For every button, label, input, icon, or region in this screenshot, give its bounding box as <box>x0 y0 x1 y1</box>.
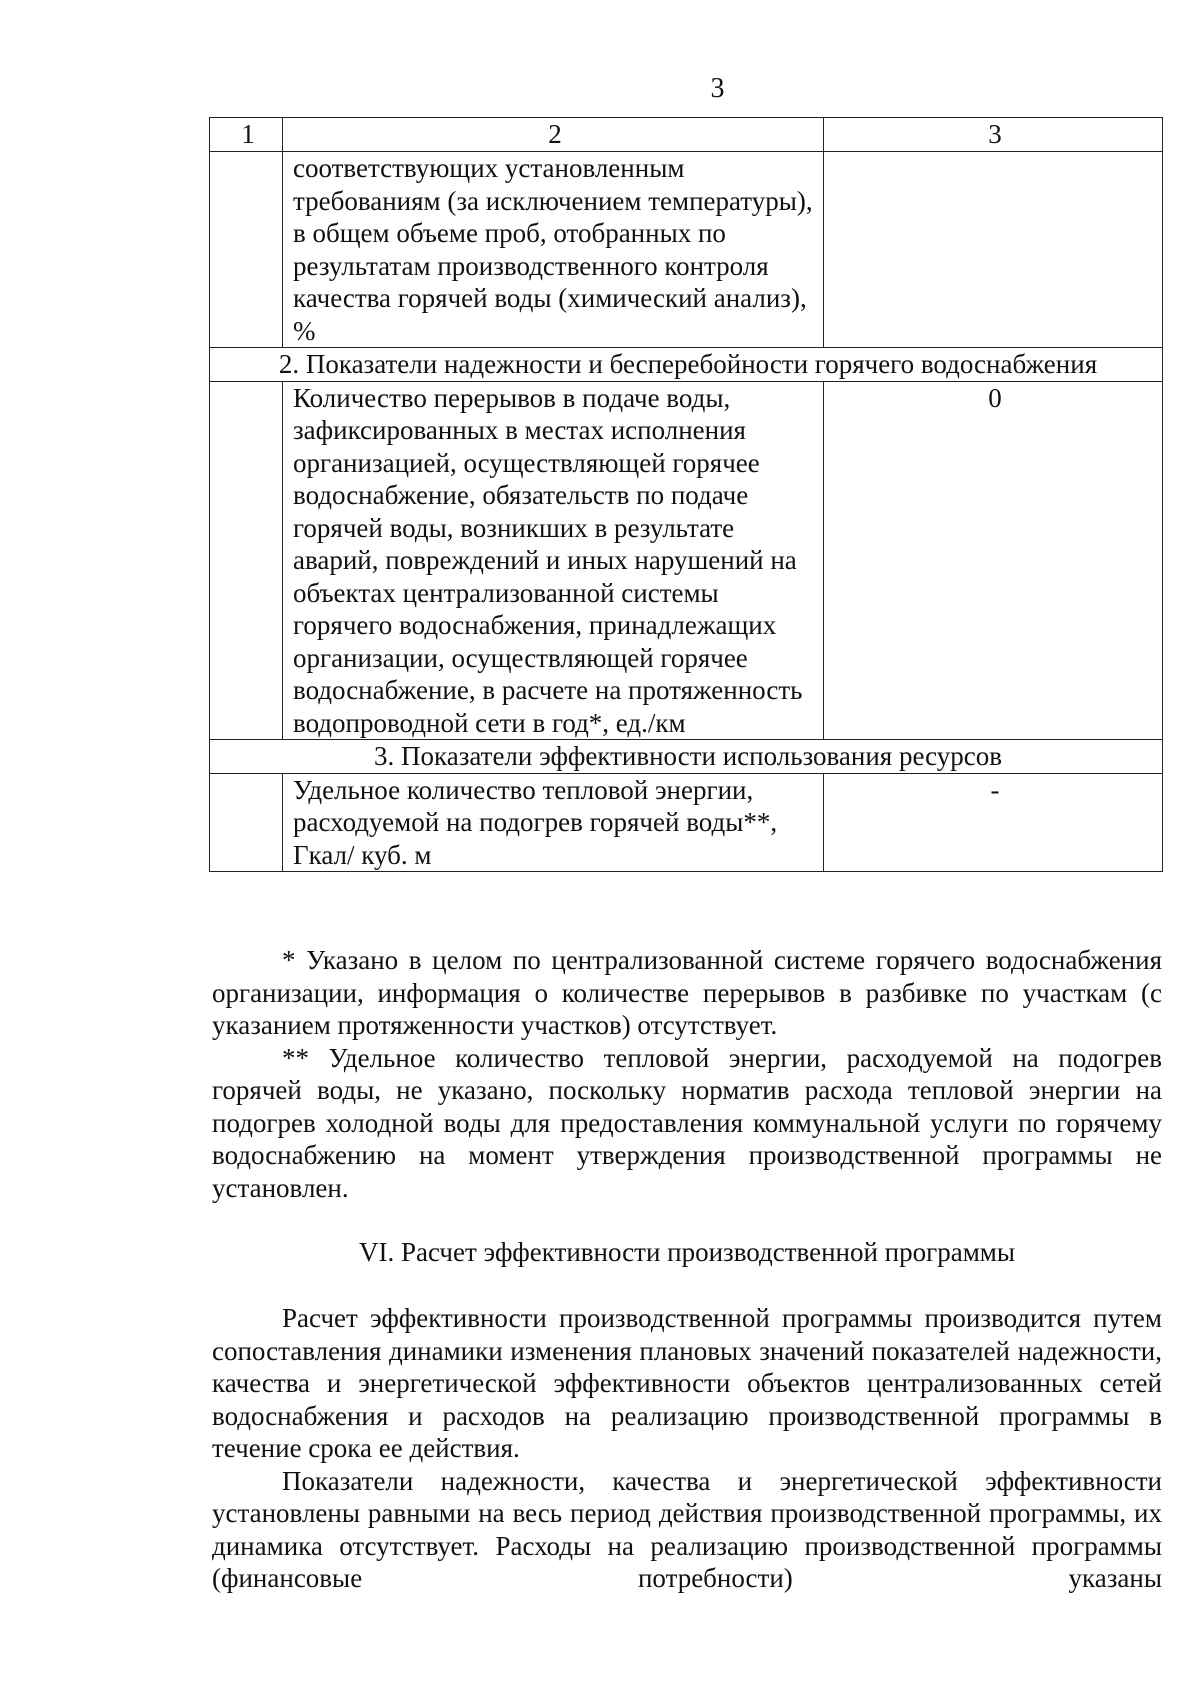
column-header-1: 1 <box>210 118 283 152</box>
section-title: 3. Показатели эффективности использования ресурсов <box>210 740 1163 774</box>
paragraph: Расчет эффективности производственной программы производится путем сопоставления динамики изменения плановых значений показателей надежности, качества и энергетической эффективности объектов централизованных сетей водоснабжения и расходов на реализацию производственной программы в течение срока ее действия. <box>212 1303 1162 1463</box>
indicator-value: 0 <box>824 381 1163 740</box>
footnote: ** Удельное количество тепловой энергии, расходуемой на подогрев горячей воды, не указано, поскольку норматив расхода тепловой энергии на подогрев холодной воды для предоставления коммунальной услуги по горячему водоснабжению на момент утверждения производственной программы не установлен. <box>212 1042 1162 1203</box>
row-number-cell <box>210 773 283 872</box>
column-header-2: 2 <box>283 118 824 152</box>
indicator-value: - <box>824 773 1163 872</box>
page-number: 3 <box>710 73 725 104</box>
section-title: 2. Показатели надежности и бесперебойности горячего водоснабжения <box>210 348 1163 382</box>
indicators-table <box>209 117 1163 872</box>
row-number-cell <box>210 152 283 348</box>
column-header-3: 3 <box>824 118 1163 152</box>
section-heading: VI. Расчет эффективности производственной программы <box>358 1237 1015 1267</box>
footnotes <box>212 944 1162 1204</box>
table-row <box>210 152 1163 348</box>
indicator-description: Удельное количество тепловой энергии, расходуемой на подогрев горячей воды**, Гкал/ куб. м <box>283 773 824 872</box>
table-header-row <box>210 118 1163 152</box>
indicator-value <box>824 152 1163 348</box>
section-body <box>212 1302 1162 1595</box>
table-section-row <box>210 740 1163 774</box>
footnote: * Указано в целом по централизованной системе горячего водоснабжения организации, информация о количестве перерывов в разбивке по участкам (с указанием протяженности участков) отсутствует. <box>212 945 1162 1040</box>
table-section-row <box>210 348 1163 382</box>
paragraph: Показатели надежности, качества и энергетической эффективности установлены равными на весь период действия производственной программы, их динамика отсутствует. Расходы на реализацию производственной программы (финансовые потребности) указаны <box>212 1465 1162 1593</box>
row-number-cell <box>210 381 283 740</box>
table-row <box>210 773 1163 872</box>
indicator-description: соответствующих установленным требованиям (за исключением температуры), в общем объеме проб, отобранных по результатам производственного контроля качества горячей воды (химический анализ), % <box>283 152 824 348</box>
indicator-description: Количество перерывов в подаче воды, зафиксированных в местах исполнения организацией, осуществляющей горячее водоснабжение, обязательств по подаче горячей воды, возникших в результате аварий, повреждений и иных нарушений на объектах централизованной системы горячего водоснабжения, принадлежащих организации, осуществляющей горячее водоснабжение, в расчете на протяженность водопроводной сети в год*, ед./км <box>283 381 824 740</box>
table-row <box>210 381 1163 740</box>
